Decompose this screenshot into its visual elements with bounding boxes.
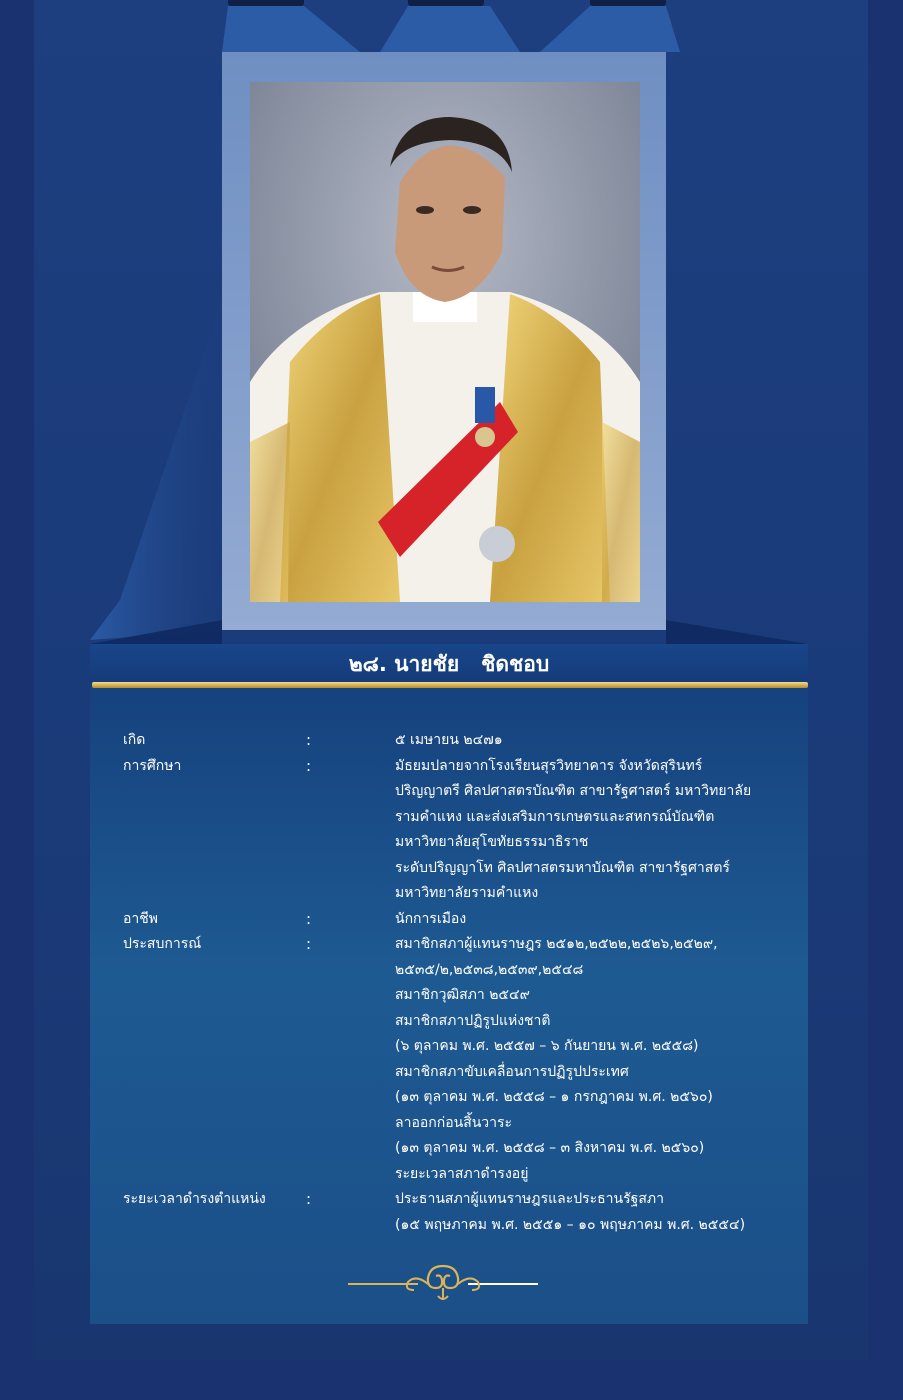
info-row-born — [90, 728, 808, 754]
row-value-line: สมาชิกสภาปฏิรูปแห่งชาติ — [395, 1012, 551, 1029]
row-value-line: ประธานสภาผู้แทนราษฎรและประธานรัฐสภา — [395, 1191, 664, 1207]
info-row-experience — [90, 932, 808, 1187]
portrait-illustration — [250, 82, 640, 602]
row-colon: : — [306, 731, 312, 749]
info-row-education — [90, 754, 808, 907]
row-label: เกิด — [123, 732, 146, 748]
spotlight-icon — [590, 0, 666, 6]
row-values — [395, 1187, 808, 1238]
row-value-line: รามคำแหง และส่งเสริมการเกษตรและสหกรณ์บัณฑิต — [395, 808, 715, 825]
row-colon: : — [306, 935, 312, 953]
title-band — [90, 644, 808, 684]
row-values — [395, 728, 808, 754]
row-label: การศึกษา — [123, 757, 182, 774]
row-value-line: มหาวิทยาลัยสุโขทัยธรรมาธิราช — [395, 834, 589, 850]
row-value-line: (๖ ตุลาคม พ.ศ. ๒๕๕๗ – ๖ กันยายน พ.ศ. ๒๕๕๘) — [395, 1038, 699, 1054]
row-value-line: ระยะเวลาสภาดำรงอยู่ — [395, 1165, 529, 1182]
row-value-line: ๒๕๓๕/๒,๒๕๓๘,๒๕๓๙,๒๕๔๘ — [395, 961, 584, 978]
row-values — [395, 932, 808, 1187]
info-panel — [90, 688, 808, 1324]
row-colon: : — [306, 909, 312, 928]
row-label: อาชีพ — [123, 910, 158, 927]
row-label: ระยะเวลาดำรงตำแหน่ง — [123, 1191, 266, 1207]
spotlight-icon — [228, 0, 304, 6]
row-value-line: (๑๕ พฤษภาคม พ.ศ. ๒๕๕๑ – ๑๐ พฤษภาคม พ.ศ. ๒๕๕๔) — [395, 1216, 746, 1233]
spotlight-icon — [408, 0, 484, 6]
row-value-line: ๕ เมษายน ๒๔๗๑ — [395, 732, 503, 748]
portrait-photo — [250, 82, 640, 602]
row-values — [395, 754, 808, 907]
row-value-line: นักการเมือง — [395, 910, 467, 927]
info-rows — [90, 728, 808, 1238]
row-label: ประสบการณ์ — [123, 936, 202, 952]
row-value-line: (๑๓ ตุลาคม พ.ศ. ๒๕๕๘ – ๓ สิงหาคม พ.ศ. ๒๕๖๐) — [395, 1140, 705, 1156]
row-value-line: สมาชิกสภาขับเคลื่อนการปฏิรูปประเทศ — [395, 1063, 629, 1080]
info-row-term — [90, 1187, 808, 1238]
row-value-line: มหาวิทยาลัยรามคำแหง — [395, 885, 539, 901]
row-value-line: ลาออกก่อนสิ้นวาระ — [395, 1114, 513, 1131]
row-colon: : — [306, 1190, 312, 1208]
row-value-line: ระดับปริญญาโท ศิลปศาสตรมหาบัณฑิต สาขารัฐศาสตร์ — [395, 859, 730, 876]
row-value-line: ปริญญาตรี ศิลปศาสตรบัณฑิต สาขารัฐศาสตร์ มหาวิทยาลัย — [395, 783, 752, 799]
row-value-line: (๑๓ ตุลาคม พ.ศ. ๒๕๕๘ – ๑ กรกฎาคม พ.ศ. ๒๕๖๐) — [395, 1089, 713, 1105]
row-value-line: สมาชิกวุฒิสภา ๒๕๔๙ — [395, 987, 530, 1003]
row-value-line: มัธยมปลายจากโรงเรียนสุรวิทยาคาร จังหวัดสุรินทร์ — [395, 757, 703, 774]
portrait-frame — [222, 52, 666, 630]
row-values — [395, 907, 808, 933]
row-colon: : — [306, 756, 312, 775]
info-row-occupation — [90, 907, 808, 933]
row-value-line: สมาชิกสภาผู้แทนราษฎร ๒๕๑๒,๒๕๒๒,๒๕๒๖,๒๕๒๙, — [395, 936, 718, 952]
scroll-ornament-icon — [348, 1260, 538, 1304]
page-title: ๒๘. นายชัย ชิดชอบ — [348, 652, 550, 676]
